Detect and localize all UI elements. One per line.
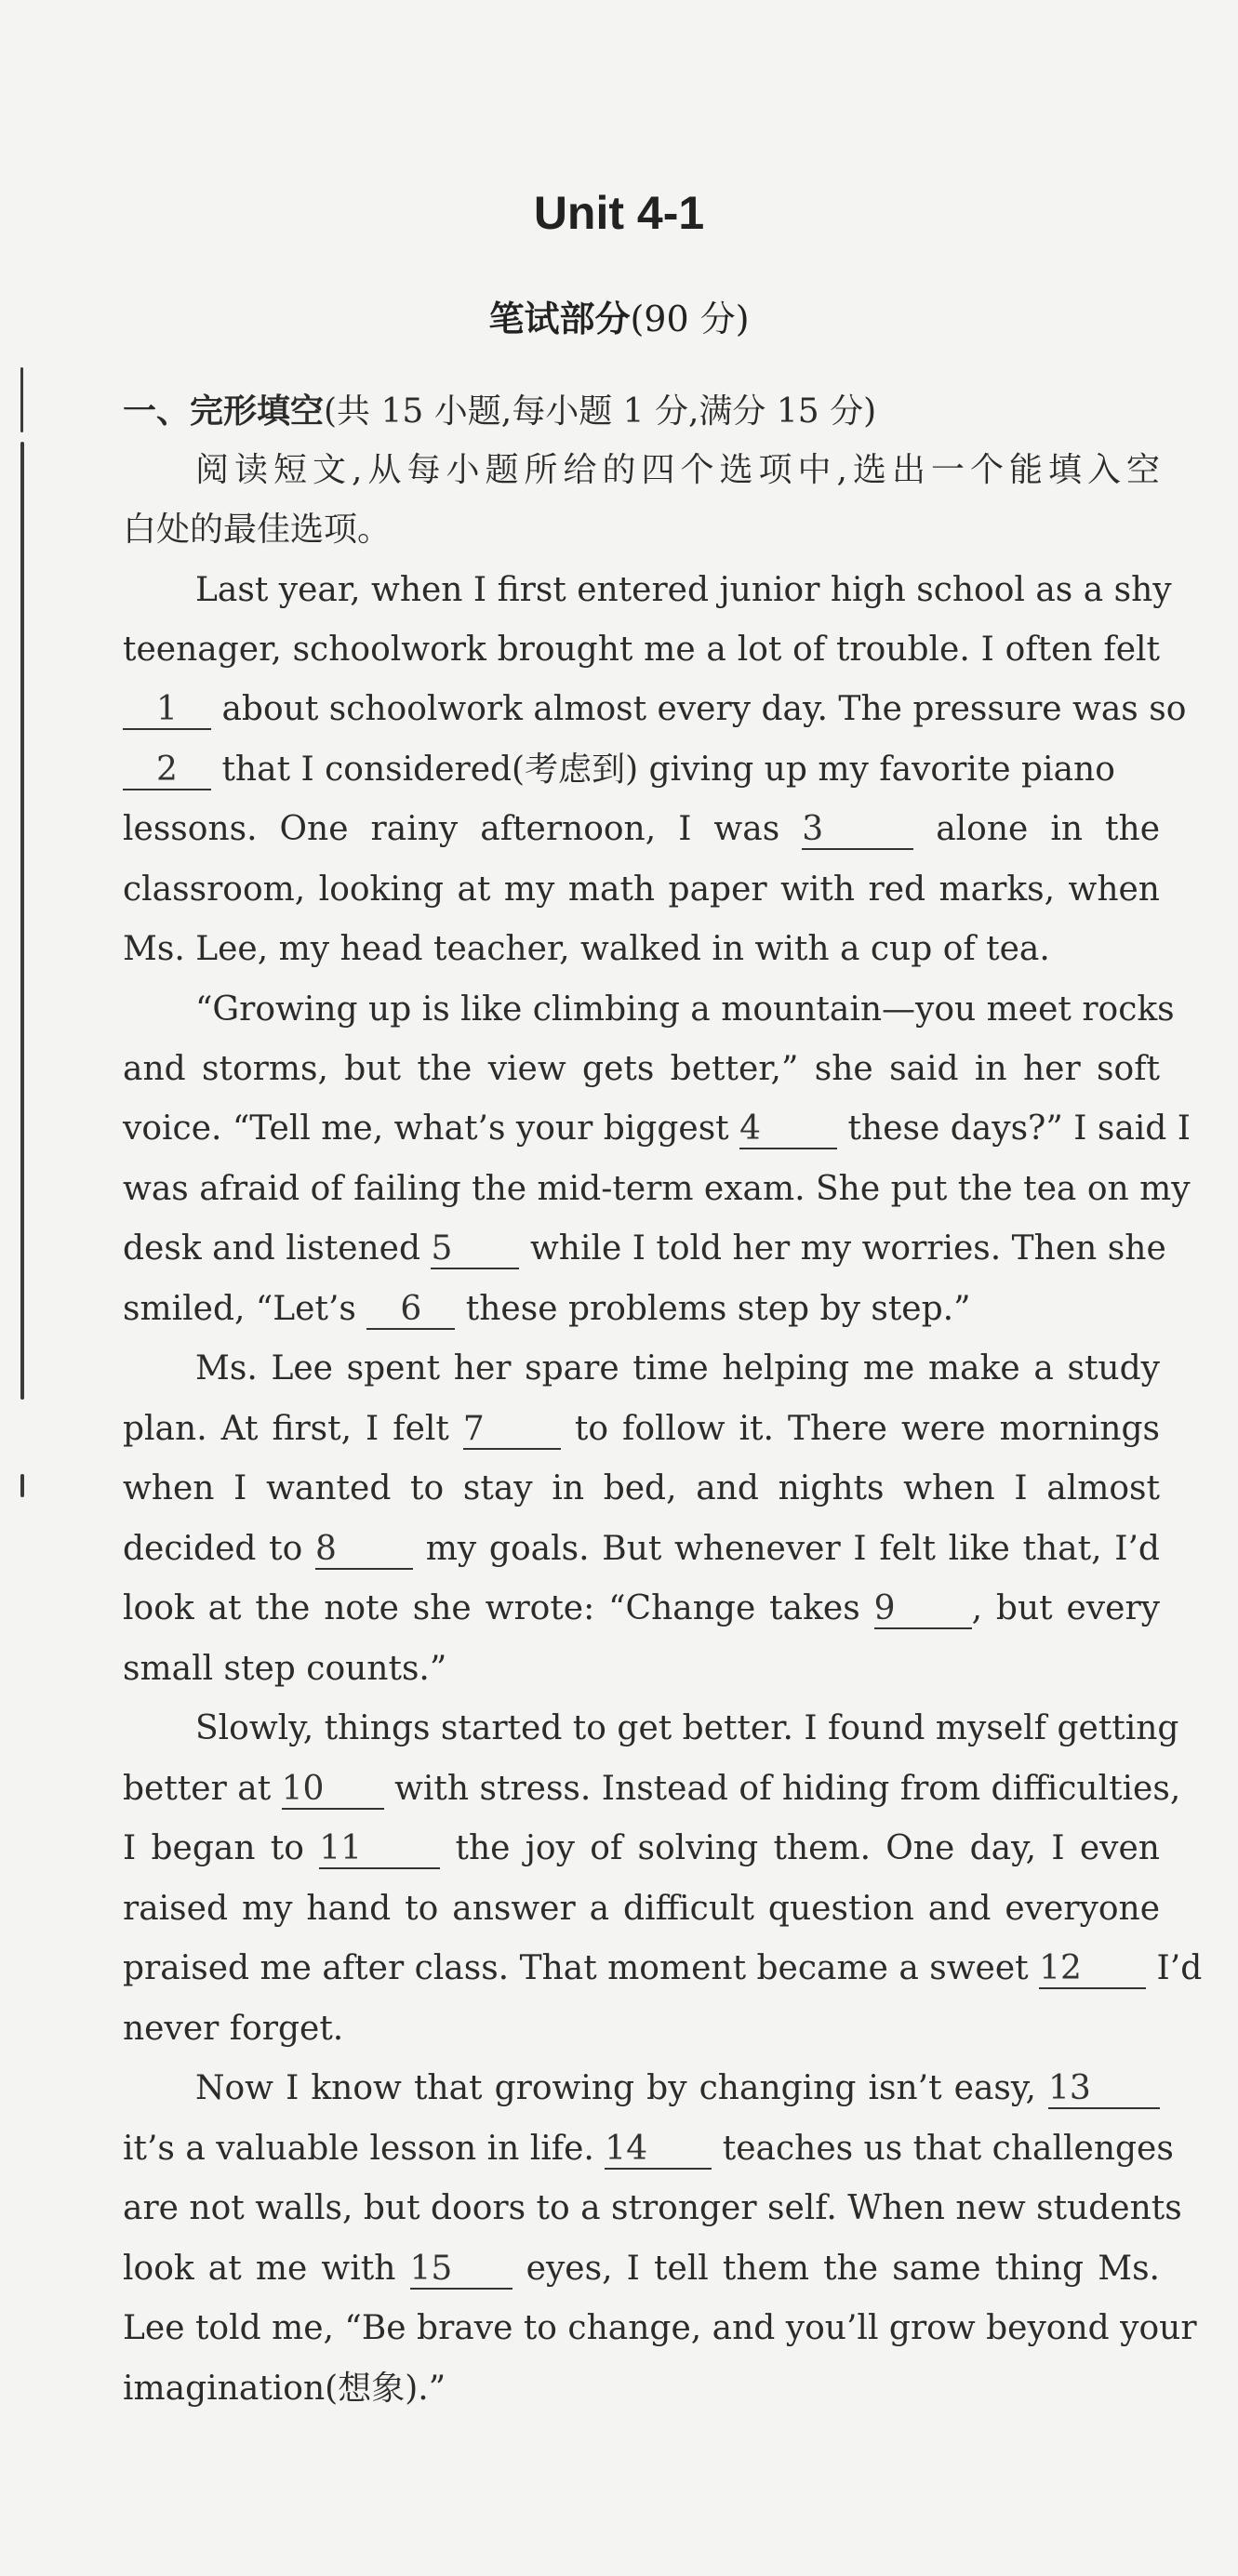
passage-line: lessons. One rainy afternoon, I was 3 alone in the: [123, 810, 1161, 848]
passage-line: never forget.: [123, 2010, 344, 2048]
passage-line: Now I know that growing by changing isn’t easy, 13: [195, 2065, 1160, 2112]
passage-line: classroom, looking at my math paper with red marks, when: [123, 870, 1160, 909]
passage-line: look at me with 15 eyes, I tell them the same thing Ms.: [123, 2250, 1160, 2288]
blank-9[interactable]: 9: [874, 1590, 972, 1629]
blank-12[interactable]: 12: [1039, 1950, 1146, 1989]
passage-line: when I wanted to stay in bed, and nights when I almost: [123, 1469, 1160, 1507]
blank-13[interactable]: 13: [1048, 2070, 1160, 2109]
passage-line: I began to 11 the joy of solving them. One day, I even: [123, 1829, 1160, 1867]
blank-5[interactable]: 5: [431, 1230, 519, 1269]
blank-8[interactable]: 8: [315, 1531, 413, 1570]
section-heading-label: 一、完形填空: [123, 392, 325, 431]
blank-7[interactable]: 7: [463, 1411, 561, 1450]
blank-1[interactable]: 1: [123, 691, 211, 730]
passage-line: Last year, when I first entered junior high school as a shy: [195, 571, 1172, 609]
passage-line: 2 that I considered(考虑到) giving up my favorite piano: [123, 747, 1160, 793]
unit-title: Unit 4-1: [533, 187, 705, 239]
passage-line: small step counts.”: [123, 1650, 447, 1688]
passage-line: “Growing up is like climbing a mountain—you meet rocks: [195, 990, 1175, 1029]
passage-line: decided to 8 my goals. But whenever I felt like that, I’d: [123, 1530, 1160, 1568]
passage-line: Ms. Lee, my head teacher, walked in with a cup of tea.: [123, 930, 1050, 968]
blank-10[interactable]: 10: [282, 1771, 384, 1810]
passage-line: teenager, schoolwork brought me a lot of trouble. I often felt: [123, 631, 1160, 669]
blank-3[interactable]: 3: [802, 811, 913, 850]
blank-14[interactable]: 14: [605, 2131, 712, 2170]
subtitle-main: 笔试部分: [488, 298, 631, 339]
passage-line: are not walls, but doors to a stronger self. When new students: [123, 2189, 1182, 2227]
passage-line: smiled, “Let’s 6 these problems step by step.”: [123, 1290, 971, 1328]
passage-line: look at the note she wrote: “Change takes 9 , but every: [123, 1589, 1160, 1627]
passage-line: it’s a valuable lesson in life. 14 teaches us that challenges: [123, 2130, 1174, 2168]
passage-line: Ms. Lee spent her spare time helping me make a study: [195, 1349, 1160, 1388]
blank-2[interactable]: 2: [123, 751, 211, 790]
scan-edge-mark: [20, 367, 23, 432]
scan-edge-mark: [20, 442, 24, 1400]
passage-line: voice. “Tell me, what’s your biggest 4 these days?” I said I: [123, 1109, 1191, 1148]
passage-line: Slowly, things started to get better. I found myself getting: [195, 1709, 1179, 1747]
section-heading: [123, 388, 1160, 435]
passage-line: Lee told me, “Be brave to change, and you’ll grow beyond your: [123, 2309, 1197, 2347]
passage-line: was afraid of failing the mid-term exam. She put the tea on my: [123, 1170, 1191, 1208]
passage-line: better at 10 with stress. Instead of hiding from difficulties,: [123, 1770, 1181, 1808]
subtitle-score: (90 分): [630, 299, 750, 339]
passage-line: praised me after class. That moment became a sweet 12 I’d: [123, 1949, 1203, 1987]
blank-11[interactable]: 11: [319, 1830, 440, 1869]
instructions-line: 阅读短文,从每小题所给的四个选项中,选出一个能填入空: [195, 451, 1160, 489]
section-subtitle: [0, 290, 1238, 341]
section-note: (共 15 小题,每小题 1 分,满分 15 分): [324, 392, 877, 431]
passage-line: raised my hand to answer a difficult question and everyone: [123, 1890, 1160, 1928]
passage-line: and storms, but the view gets better,” she said in her soft: [123, 1050, 1160, 1088]
blank-15[interactable]: 15: [410, 2251, 513, 2290]
passage-line: desk and listened 5 while I told her my worries. Then she: [123, 1229, 1166, 1268]
instructions-line: 白处的最佳选项。: [123, 511, 392, 549]
blank-6[interactable]: 6: [366, 1291, 455, 1330]
passage-line: plan. At first, I felt 7 to follow it. There were mornings: [123, 1410, 1160, 1448]
passage-line: 1 about schoolwork almost every day. The pressure was so: [123, 686, 1160, 733]
passage-line: imagination(想象).”: [123, 2370, 446, 2408]
blank-4[interactable]: 4: [739, 1110, 837, 1149]
scan-edge-mark: [20, 1474, 24, 1497]
